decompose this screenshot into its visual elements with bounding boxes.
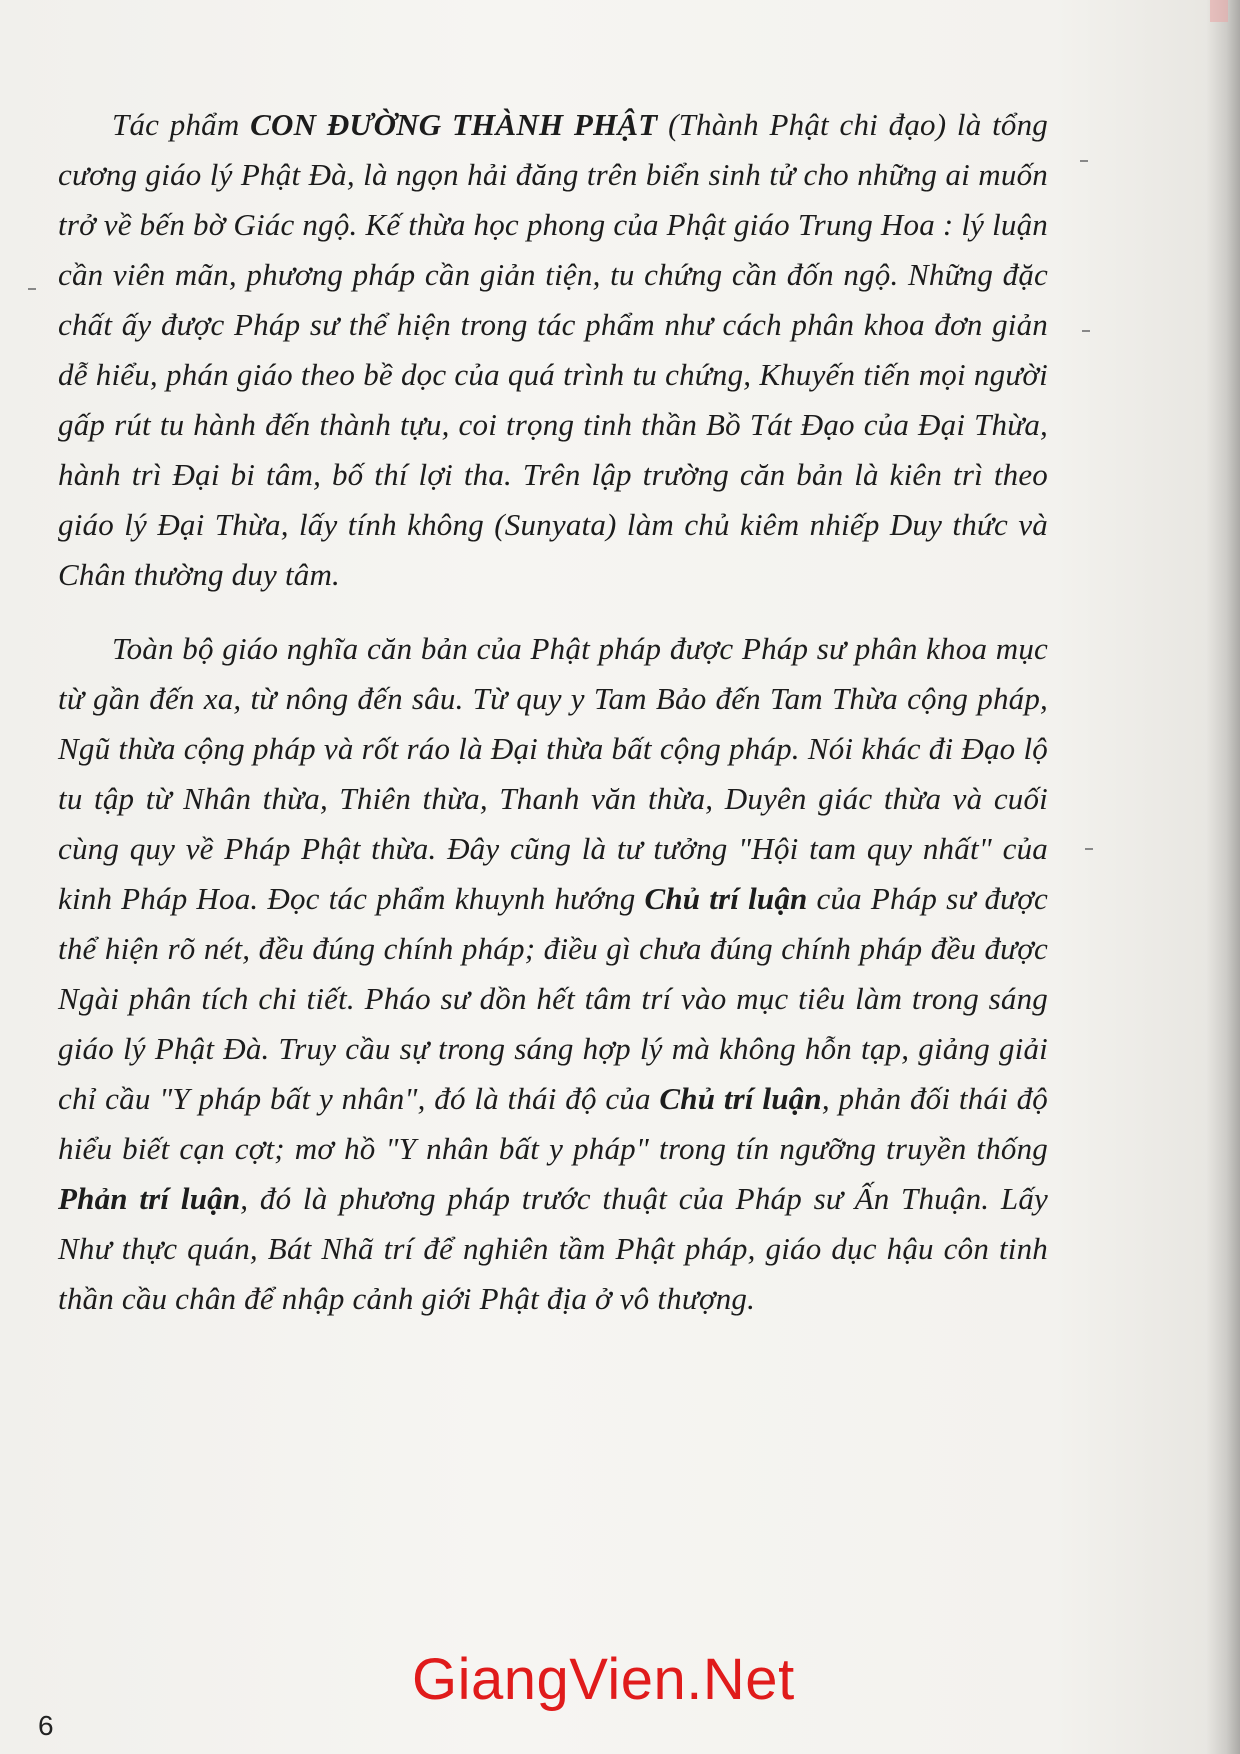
paragraph-2 (58, 624, 1048, 1324)
scan-speck (1082, 330, 1090, 332)
body-text (58, 100, 1048, 1348)
page-edge-shadow (1206, 0, 1240, 1754)
corner-mark (1210, 0, 1228, 22)
text-segment: Tác phẩm (112, 107, 251, 142)
text-segment: (Thành Phật chi đạo) là tổng cương giáo lý Phật Đà, là ngọn hải đăng trên biển sinh tử cho những ai muốn trở về bến bờ Giác ngộ. Kế thừa học phong của Phật giáo Trung Hoa : lý luận cần viên mãn, phương pháp cần giản tiện, tu chứng cần đốn ngộ. Những đặc chất ấy được Pháp sư thể hiện trong tác phẩm như cách phân khoa đơn giản dễ hiểu, phán giáo theo bề dọc của quá trình tu chứng, Khuyến tiến mọi người gấp rút tu hành đến thành tựu, coi trọng tinh thần Bồ Tát Đạo của Đại Thừa, hành trì Đại bi tâm, bố thí lợi tha. Trên lập trường căn bản là kiên trì theo giáo lý Đại Thừa, lấy tính không (Sunyata) làm chủ kiêm nhiếp Duy thức và Chân thường duy tâm. (58, 107, 1048, 592)
scan-speck (1085, 848, 1093, 850)
text-segment: Toàn bộ giáo nghĩa căn bản của Phật pháp được Pháp sư phân khoa mục từ gần đến xa, từ nông đến sâu. Từ quy y Tam Bảo đến Tam Thừa cộng pháp, Ngũ thừa cộng pháp và rốt ráo là Đại thừa bất cộng pháp. Nói khác đi Đạo lộ tu tập từ Nhân thừa, Thiên thừa, Thanh văn thừa, Duyên giác thừa và cuối cùng quy về Pháp Phật thừa. Đây cũng là tư tưởng "Hội tam quy nhất" của kinh Pháp Hoa. Đọc tác phẩm khuynh hướng (58, 631, 1048, 916)
page-number: 6 (38, 1710, 54, 1741)
scan-speck (28, 288, 36, 290)
bold-term: Chủ trí luận (659, 1081, 822, 1116)
paragraph-1 (58, 100, 1048, 600)
text-segment: của Pháp sư được thể hiện rõ nét, đều đúng chính pháp; điều gì chưa đúng chính pháp đều được Ngài phân tích chi tiết. Pháo sư dồn hết tâm trí vào mục tiêu làm trong sáng giáo lý Phật Đà. Truy cầu sự trong sáng hợp lý mà không hỗn tạp, giảng giải chỉ cầu "Y pháp bất y nhân", đó là thái độ của (58, 881, 1048, 1116)
text-segment: , đó là phương pháp trước thuật của Pháp sư Ấn Thuận. Lấy Như thực quán, Bát Nhã trí để nghiên tầm Phật pháp, giáo dục hậu côn tinh thần cầu chân để nhập cảnh giới Phật địa ở vô thượng. (58, 1181, 1048, 1316)
site-watermark: GiangVien.Net (412, 1647, 795, 1712)
text-segment: , phản đối thái độ hiểu biết cạn cợt; mơ hồ "Y nhân bất y pháp" trong tín ngưỡng truyền thống (58, 1081, 1048, 1166)
bold-term: Chủ trí luận (644, 881, 808, 916)
book-title: CON ĐƯỜNG THÀNH PHẬT (250, 107, 658, 142)
scan-speck (1080, 160, 1088, 162)
bold-term: Phản trí luận (58, 1181, 241, 1216)
